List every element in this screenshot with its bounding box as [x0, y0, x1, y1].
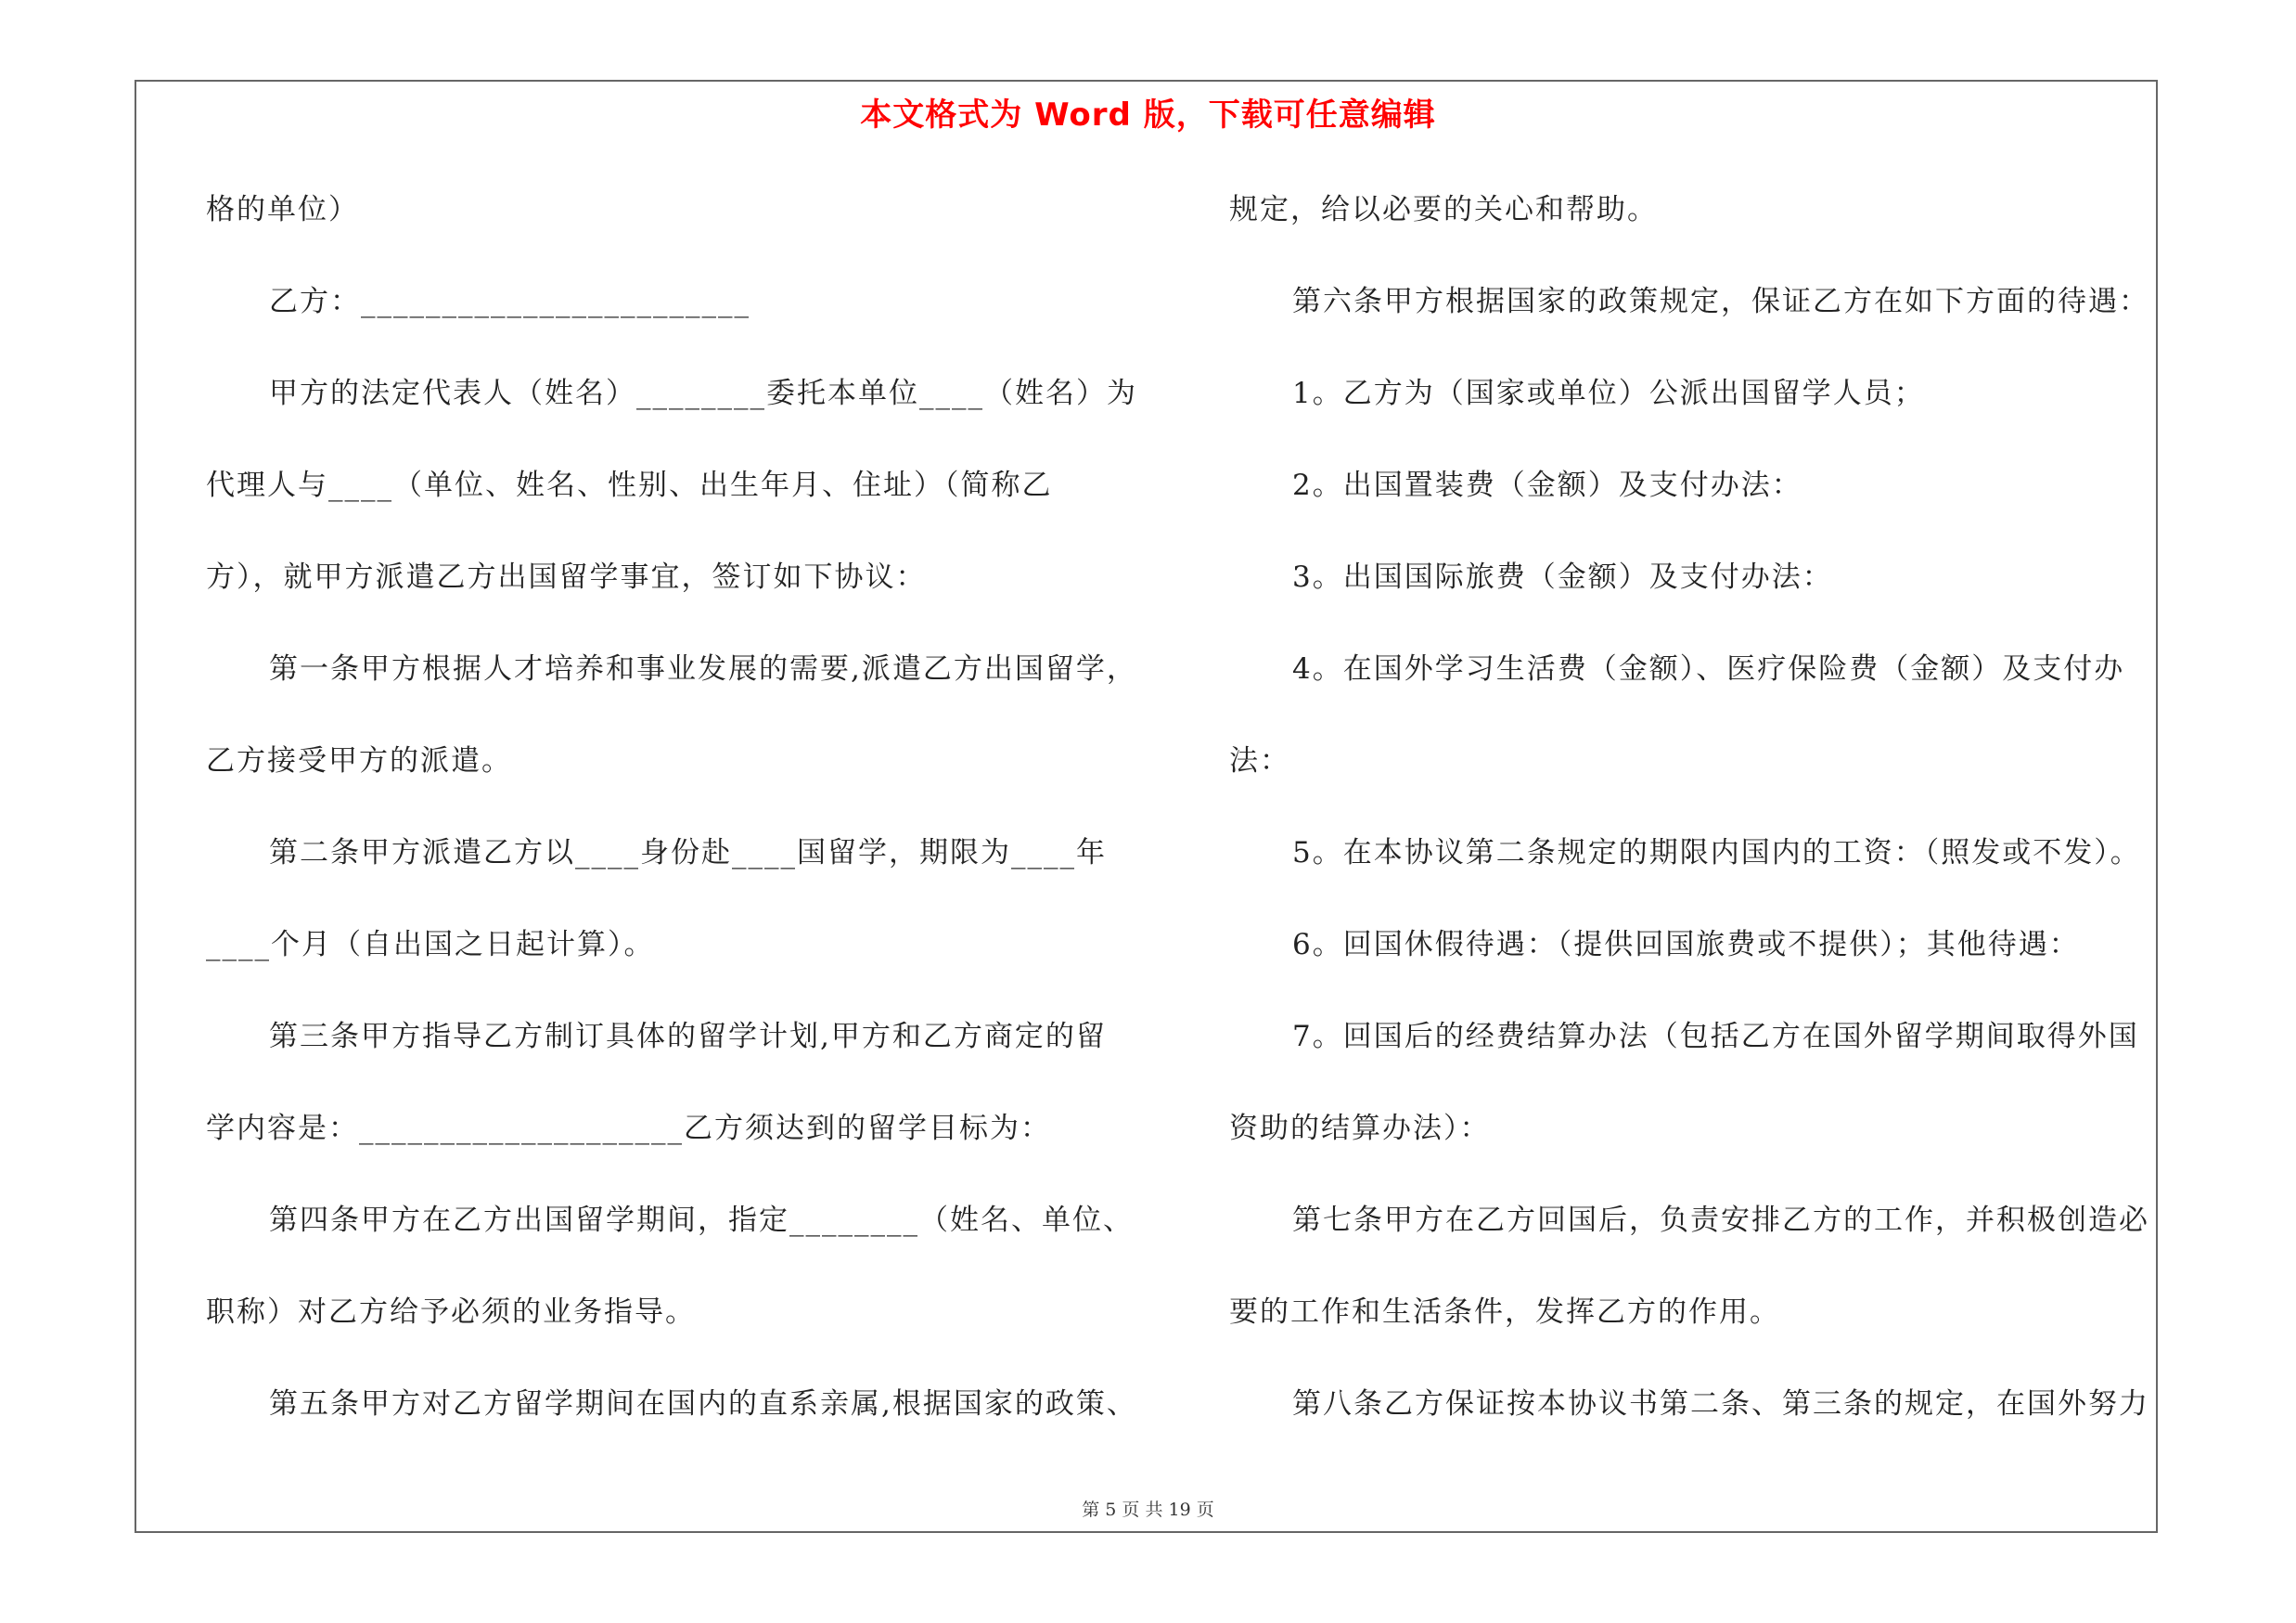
text-line: 要的工作和生活条件，发挥乙方的作用。 — [1229, 1295, 1780, 1329]
text-line: 第一条甲方根据人才培养和事业发展的需要,派遣乙方出国留学， — [269, 652, 1137, 686]
text-line: 第六条甲方根据国家的政策规定，保证乙方在如下方面的待遇： — [1292, 285, 2149, 318]
editable-format-banner: 本文格式为 Word 版，下载可任意编辑 — [860, 97, 1436, 134]
text-line: 第七条甲方在乙方回国后，负责安排乙方的工作，并积极创造必 — [1292, 1204, 2149, 1237]
text-line: 1。乙方为（国家或单位）公派出国留学人员； — [1292, 377, 1925, 410]
text-line: 2。出国置装费（金额）及支付办法： — [1292, 469, 1802, 502]
text-line: 法： — [1229, 744, 1290, 778]
text-line: 4。在国外学习生活费（金额）、医疗保险费（金额）及支付办 — [1292, 652, 2125, 686]
text-line: 第三条甲方指导乙方制订具体的留学计划,甲方和乙方商定的留 — [269, 1020, 1107, 1053]
text-line: ____个月（自出国之日起计算）。 — [206, 928, 655, 961]
text-line: 甲方的法定代表人（姓名）________委托本单位____（姓名）为 — [269, 377, 1137, 410]
text-line: 5。在本协议第二条规定的期限内国内的工资：（照发或不发）。 — [1292, 836, 2141, 869]
text-line: 3。出国国际旅费（金额）及支付办法： — [1292, 560, 1833, 594]
text-line: 6。回国休假待遇：（提供回国旅费或不提供）；其他待遇： — [1292, 928, 2080, 961]
text-line: 资助的结算办法）： — [1229, 1112, 1491, 1145]
text-line: 格的单位） — [206, 193, 359, 226]
text-line: 第五条甲方对乙方留学期间在国内的直系亲属,根据国家的政策、 — [269, 1387, 1137, 1421]
text-line: 第四条甲方在乙方出国留学期间，指定________（姓名、单位、 — [269, 1204, 1134, 1237]
text-line: 第八条乙方保证按本协议书第二条、第三条的规定，在国外努力 — [1292, 1387, 2149, 1421]
page-number-footer: 第 5 页 共 19 页 — [1082, 1500, 1214, 1520]
text-line: 第二条甲方派遣乙方以____身份赴____国留学，期限为____年 — [269, 836, 1107, 869]
text-line: 职称）对乙方给予必须的业务指导。 — [206, 1295, 696, 1329]
text-line: 规定，给以必要的关心和帮助。 — [1229, 193, 1658, 226]
text-line: 乙方接受甲方的派遣。 — [206, 744, 512, 778]
text-line: 学内容是：____________________乙方须达到的留学目标为： — [206, 1112, 1051, 1145]
text-line: 方），就甲方派遣乙方出国留学事宜，签订如下协议： — [206, 560, 927, 594]
text-line: 代理人与____（单位、姓名、性别、出生年月、住址）（简称乙 — [206, 469, 1053, 502]
text-line: 乙方：________________________ — [269, 285, 750, 318]
text-line: 7。回国后的经费结算办法（包括乙方在国外留学期间取得外国 — [1292, 1020, 2139, 1053]
